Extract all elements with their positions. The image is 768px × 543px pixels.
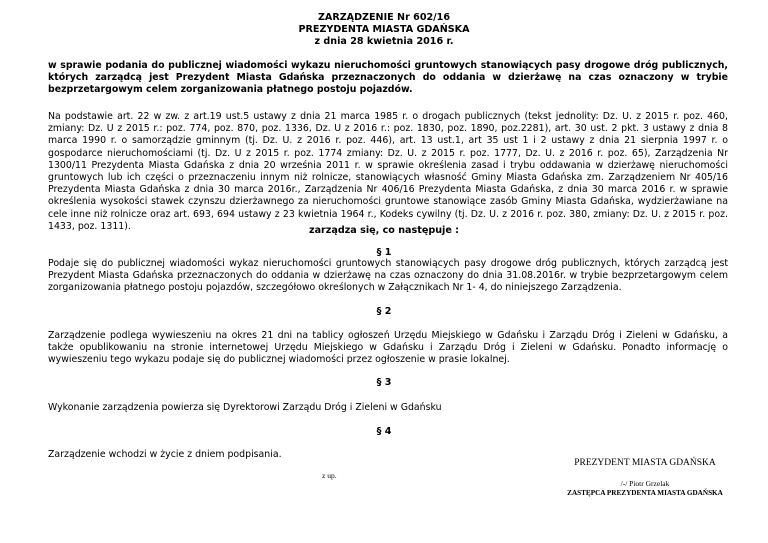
signature-on-behalf: z up. xyxy=(322,471,337,480)
section-3-mark: § 3 xyxy=(376,377,392,388)
section-4-mark: § 4 xyxy=(376,426,392,437)
section-1-mark: § 1 xyxy=(376,247,392,258)
signature-deputy-title: ZASTĘPCA PREZYDENTA MIASTA GDAŃSKA xyxy=(567,489,723,497)
signature-title: PREZYDENT MIASTA GDAŃSKA xyxy=(574,458,716,468)
section-3-text: Wykonanie zarządzenia powierza się Dyrektorowi Zarządu Dróg i Zieleni w Gdańsku xyxy=(48,402,442,413)
legal-basis-paragraph: Na podstawie art. 22 w zw. z art.19 ust.5 ustawy z dnia 21 marca 1985 r. o drogach publicznych (tekst jednolity: Dz. U. z 2015 r. poz. 460, zmiany: Dz. U z 2015 r.: poz. 774, poz. 870, poz. 1336, Dz. U z 2016 r.: poz. 1830, poz. 1890, poz.2281), art. 30 ust. 2 pkt. 3 ustawy z dnia 8 marca 1990 r. o samorządzie gminnym (tj. Dz. U. z 2016 r. poz. 446), art. 13 ust.1, art 35 ust 1 i 2 ustawy z dnia 21 sierpnia 1997 r. o gospodarce nieruchomościami (tj. Dz. U z 2015 r. poz. 1774 zmiany: Dz. U. z 2015 r. poz. 1777, Dz. U. z 2016 r. poz. 65), Zarządzenia Nr 1300/11 Prezydenta Miasta Gdańska z dnia 20 września 2011 r. w sprawie określenia zasad i trybu oddawania w dzierżawę nieruchomości gruntowych lub ich części o przeznaczeniu innym niż rolnicze, stanowiących własność Gminy Miasta Gdańska zm. Zarządzeniem Nr 405/16 Prezydenta Miasta Gdańska z dnia 30 marca 2016r., Zarządzenia Nr 406/16 Prezydenta Miasta Gdańska, z dnia 30 marca 2016 r. w sprawie określenia wysokości stawek czynszu dzierżawnego za nieruchomości gruntowe stanowiące zasób Gminy Miasta Gdańska, wydzierżawiane na cele inne niż rolnicze oraz art. 693, 694 ustawy z 23 kwietnia 1964 r., Kodeks cywilny (tj. Dz. U. z 2016 r. poz. 380, zmiany: Dz. U. z 2015 r. poz. 1433, poz. 1311). xyxy=(48,111,728,232)
ordinance-date: z dnia 28 kwietnia 2016 r. xyxy=(314,36,454,47)
ordains-heading: zarządza się, co następuje : xyxy=(309,225,459,236)
section-1-text: Podaje się do publicznej wiadomości wykaz nieruchomości gruntowych stanowiących pasy drogowe dróg publicznych, których zarządcą jest Prezydent Miasta Gdańska przeznaczonych do oddania w dzierżawę na czas oznaczony do dnia 31.08.2016r. w trybie bezprzetargowym celem zorganizowania płatnego postoju pojazdów, szczegółowo określonych w Załącznikach Nr 1- 4, do niniejszego Zarządzenia. xyxy=(48,258,728,294)
section-2-text: Zarządzenie podlega wywieszeniu na okres 21 dni na tablicy ogłoszeń Urzędu Miejskiego w Gdańsku i Zarządu Dróg i Zieleni w Gdańsku, a także opublikowaniu na stronie internetowej Urzędu Miejskiego w Gdańsku i Zarządu Dróg i Zieleni w Gdańsku. Ponadto informację o wywieszeniu tego wykazu podaje się do publicznej wiadomości przez ogłoszenie w prasie lokalnej. xyxy=(48,330,728,366)
section-2-mark: § 2 xyxy=(376,306,392,317)
subject-paragraph: w sprawie podania do publicznej wiadomości wykazu nieruchomości gruntowych stanowiących pasy drogowe dróg publicznych, których zarządcą jest Prezydent Miasta Gdańska przeznaczonych do oddania w dzierżawę na czas oznaczony w trybie bezprzetargowym celem zorganizowania płatnego postoju pojazdów. xyxy=(48,60,728,96)
section-4-text: Zarządzenie wchodzi w życie z dniem podpisania. xyxy=(48,449,282,460)
ordinance-number: ZARZĄDZENIE Nr 602/16 xyxy=(317,12,451,23)
issuer-title: PREZYDENTA MIASTA GDAŃSKA xyxy=(298,24,470,35)
signature-name: /-/ Piotr Grzelak xyxy=(620,479,670,488)
